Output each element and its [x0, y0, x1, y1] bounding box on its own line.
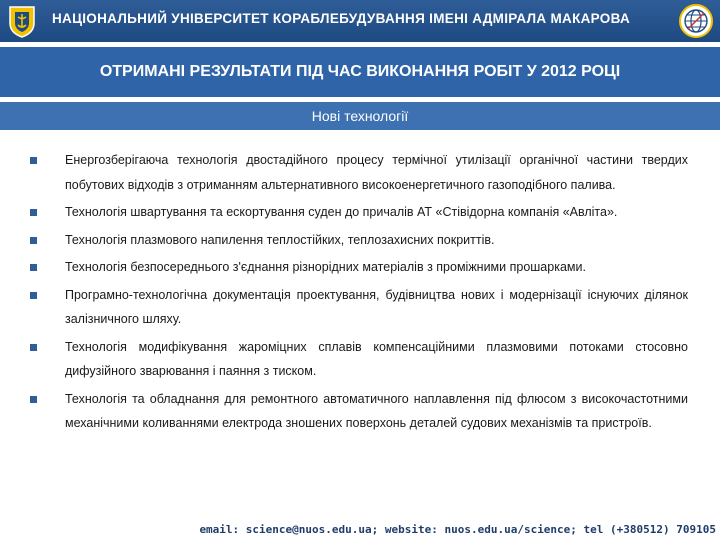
list-item: [30, 148, 688, 197]
square-bullet-icon: [30, 292, 37, 299]
university-crest-icon: [4, 3, 40, 39]
list-item-text: Програмно-технологічна документація проектування, будівництва нових і модернізації існуючих ділянок залізничного шляху.: [65, 287, 688, 326]
list-item: [30, 387, 688, 436]
list-item-text: Технологія швартування та ескортування суден до причалів АТ «Стівідорна компанія «Авліта».: [65, 205, 618, 219]
header-bar: [0, 0, 720, 42]
list-item-text: Технологія безпосереднього з'єднання різнорідних матеріалів з проміжними прошарками.: [65, 260, 586, 274]
slide-subtitle: Нові технології: [0, 102, 720, 130]
square-bullet-icon: [30, 396, 37, 403]
square-bullet-icon: [30, 237, 37, 244]
square-bullet-icon: [30, 209, 37, 216]
list-item: [30, 200, 688, 225]
university-name: НАЦІОНАЛЬНИЙ УНІВЕРСИТЕТ КОРАБЛЕБУДУВАННЯ ІМЕНІ АДМІРАЛА МАКАРОВА: [52, 11, 631, 26]
square-bullet-icon: [30, 264, 37, 271]
slide-title: ОТРИМАНІ РЕЗУЛЬТАТИ ПІД ЧАС ВИКОНАННЯ РОБІТ У 2012 РОЦІ: [0, 47, 720, 97]
list-item-text: Енергозберігаюча технологія двостадійного процесу термічної утилізації органічної частини твердих побутових відходів з отриманням альтернативного високоенергетичного газоподібного палива.: [65, 153, 688, 192]
technology-list: [30, 148, 688, 439]
list-item: [30, 283, 688, 332]
globe-emblem-icon: [678, 3, 714, 39]
list-item: [30, 228, 688, 253]
list-item-text: Технологія та обладнання для ремонтного автоматичного наплавлення під флюсом з високочастотними механічними коливаннями електрода зношених поверхонь деталей судових механізмів та пристроїв.: [65, 391, 688, 430]
list-item-text: Технологія модифікування жароміцних сплавів компенсаційними плазмовими потоками стосовно дифузійного зварювання і паяння з тиском.: [65, 339, 688, 378]
square-bullet-icon: [30, 157, 37, 164]
square-bullet-icon: [30, 344, 37, 351]
list-item-text: Технологія плазмового напилення теплостійких, теплозахисних покриттів.: [65, 232, 495, 247]
footer-contacts: email: science@nuos.edu.ua; website: nuos.edu.ua/science; tel (+380512) 709105: [199, 523, 716, 536]
list-item: [30, 335, 688, 384]
list-item: [30, 255, 688, 280]
